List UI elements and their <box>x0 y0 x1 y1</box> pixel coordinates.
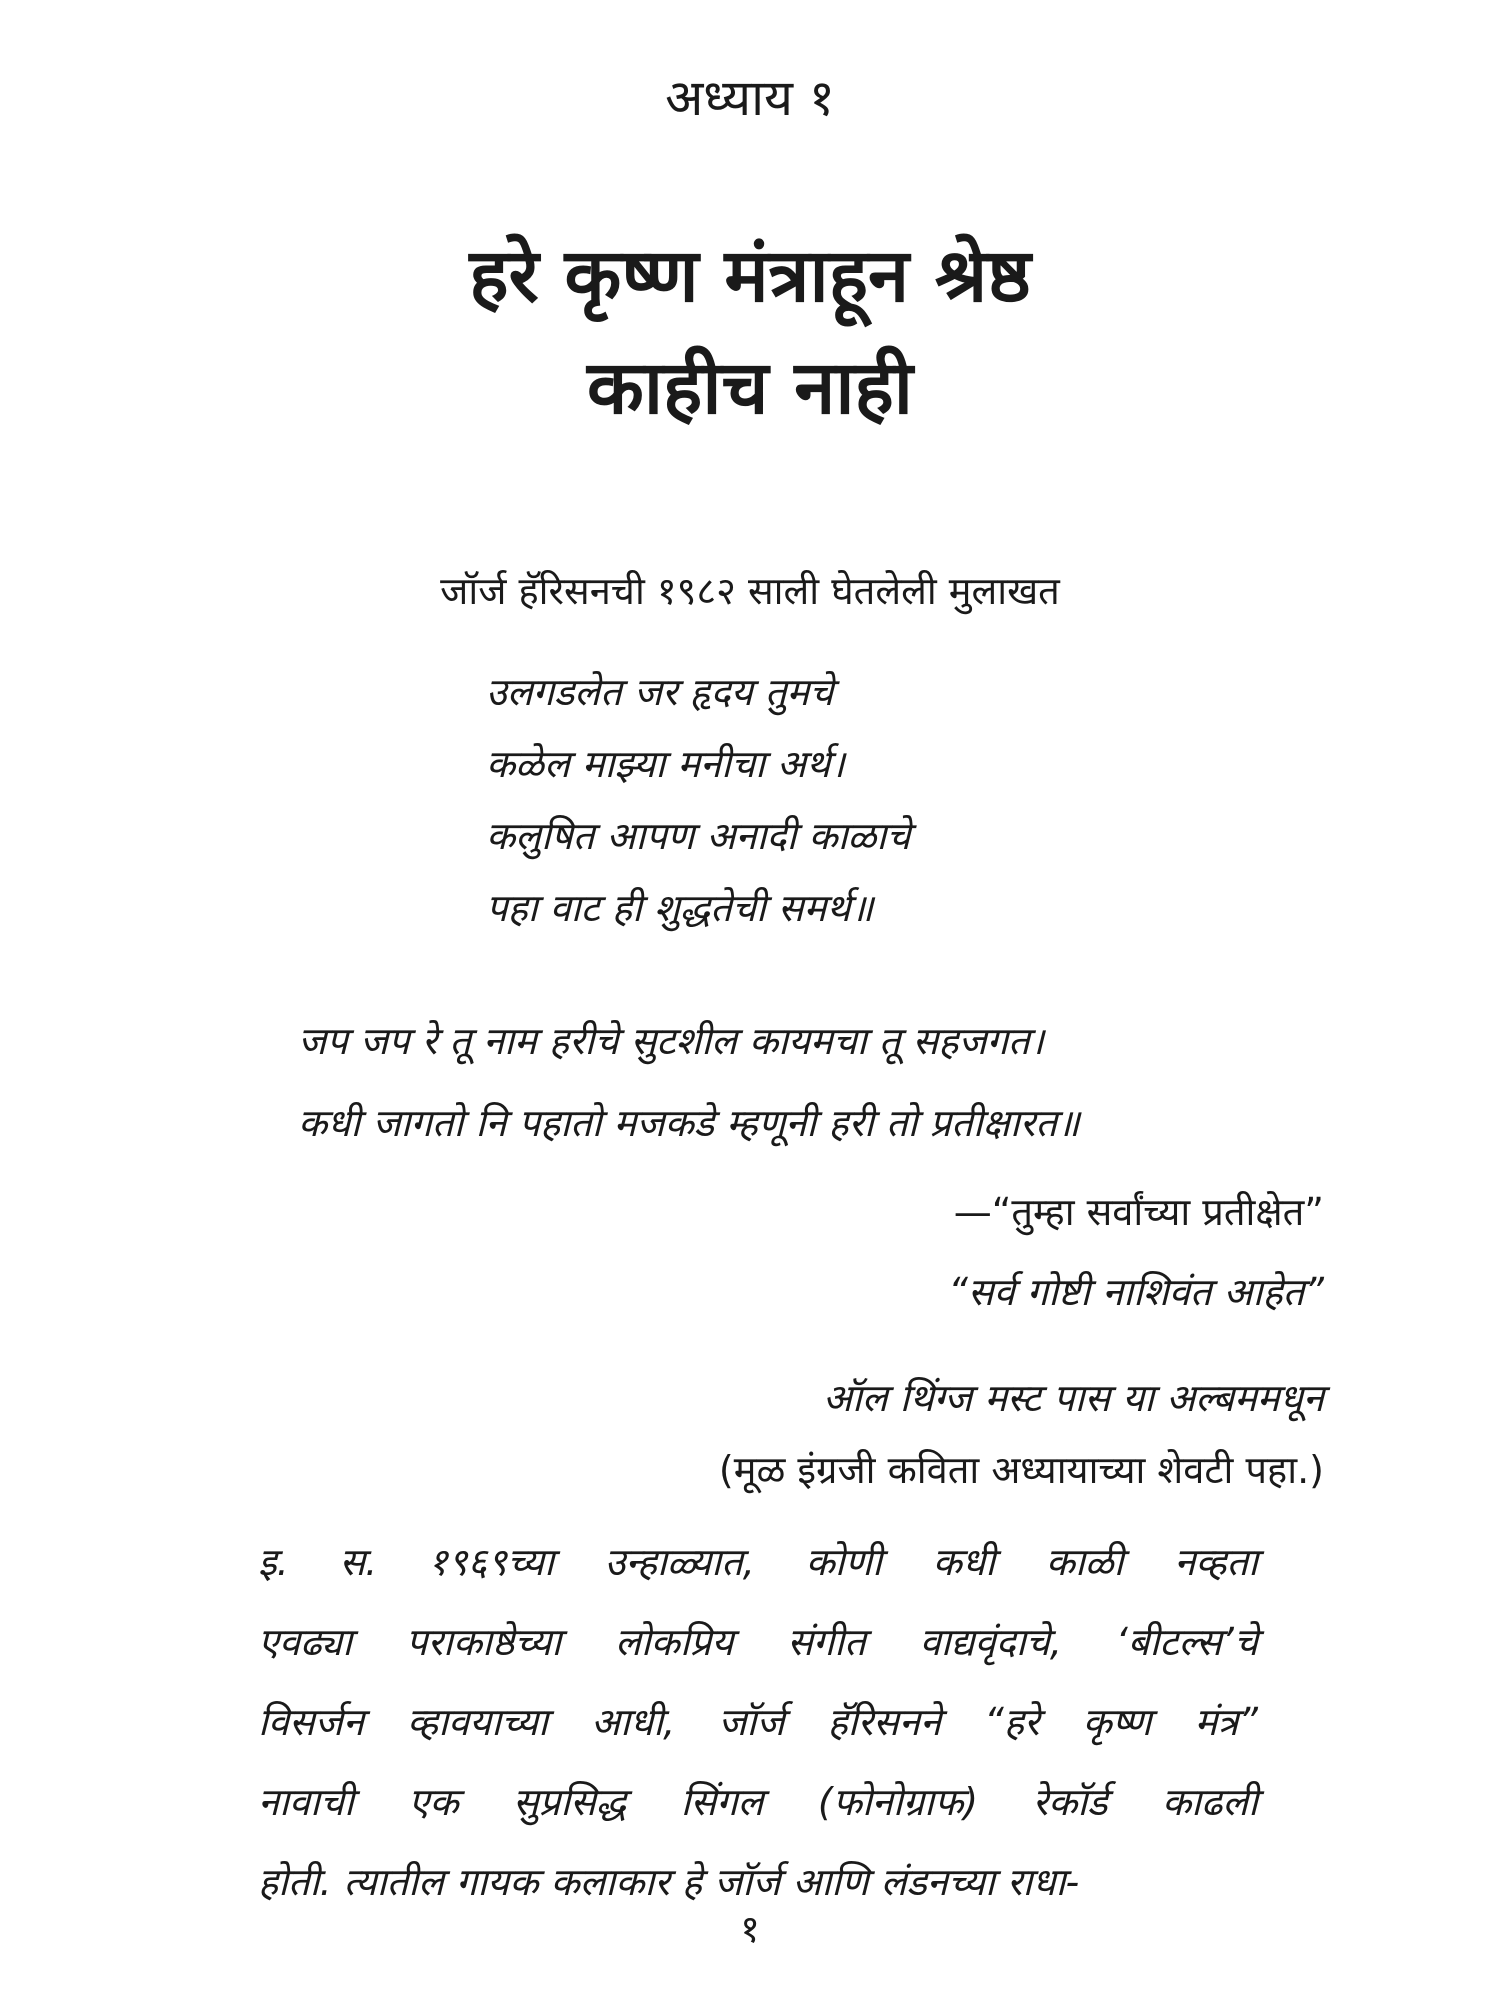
chapter-title-line-1: हरे कृष्ण मंत्राहून श्रेष्ठ <box>469 233 1031 319</box>
chapter-title-line-2: काहीच नाही <box>587 345 913 431</box>
page-number: १ <box>740 1907 760 1951</box>
body-line: इ. स. १९६९च्या उन्हाळ्यात, कोणी कधी काळी नव्हता <box>258 1540 1258 1584</box>
body-line: एवढ्या पराकाष्ठेच्या लोकप्रिय संगीत वाद्यवृंदाचे, ‘बीटल्स’चे <box>258 1620 1258 1664</box>
poem-line: उलगडलेत जर हृदय तुमचे <box>486 670 834 714</box>
poem-stanza <box>486 656 910 944</box>
album-credit <box>719 1362 1324 1506</box>
chant-line: जप जप रे तू नाम हरीचे सुटशील कायमचा तू सहजगत। <box>298 1019 1045 1063</box>
album-source-line: ऑल थिंग्ज मस्ट पास या अल्बममधून <box>822 1376 1324 1420</box>
body-line: विसर्जन व्हावयाच्या आधी, जॉर्ज हॅरिसनने “हरे कृष्ण मंत्र” <box>258 1700 1258 1744</box>
body-paragraph <box>258 1522 1258 1922</box>
song-credit-line: “सर्व गोष्टी नाशिवंत आहेत” <box>948 1270 1324 1314</box>
chant-line: कधी जागतो नि पहातो मजकडे म्हणूनी हरी तो प्रतीक्षारत॥ <box>298 1101 1080 1145</box>
original-poem-note: (मूळ इंग्रजी कविता अध्यायाच्या शेवटी पहा.) <box>718 1448 1324 1492</box>
poem-line: कळेल माझ्या मनीचा अर्थ। <box>486 742 845 786</box>
chapter-title <box>0 220 1500 444</box>
song-credit-line: —“तुम्हा सर्वांच्या प्रतीक्षेत” <box>953 1190 1324 1234</box>
body-line: होती. त्यातील गायक कलाकार हे जॉर्ज आणि लंडनच्या राधा- <box>258 1860 1080 1904</box>
poem-line: कलुषित आपण अनादी काळाचे <box>486 814 911 858</box>
poem-line: पहा वाट ही शुद्धतेची समर्थ॥ <box>486 886 874 930</box>
chapter-label: अध्याय १ <box>665 69 835 127</box>
song-credit <box>948 1172 1324 1332</box>
body-line: नावाची एक सुप्रसिद्ध सिंगल (फोनोग्राफ) रेकॉर्ड काढली <box>258 1780 1258 1824</box>
chant-verse <box>298 1000 1080 1164</box>
interview-subtitle: जॉर्ज हॅरिसनची १९८२ साली घेतलेली मुलाखत <box>440 569 1060 613</box>
